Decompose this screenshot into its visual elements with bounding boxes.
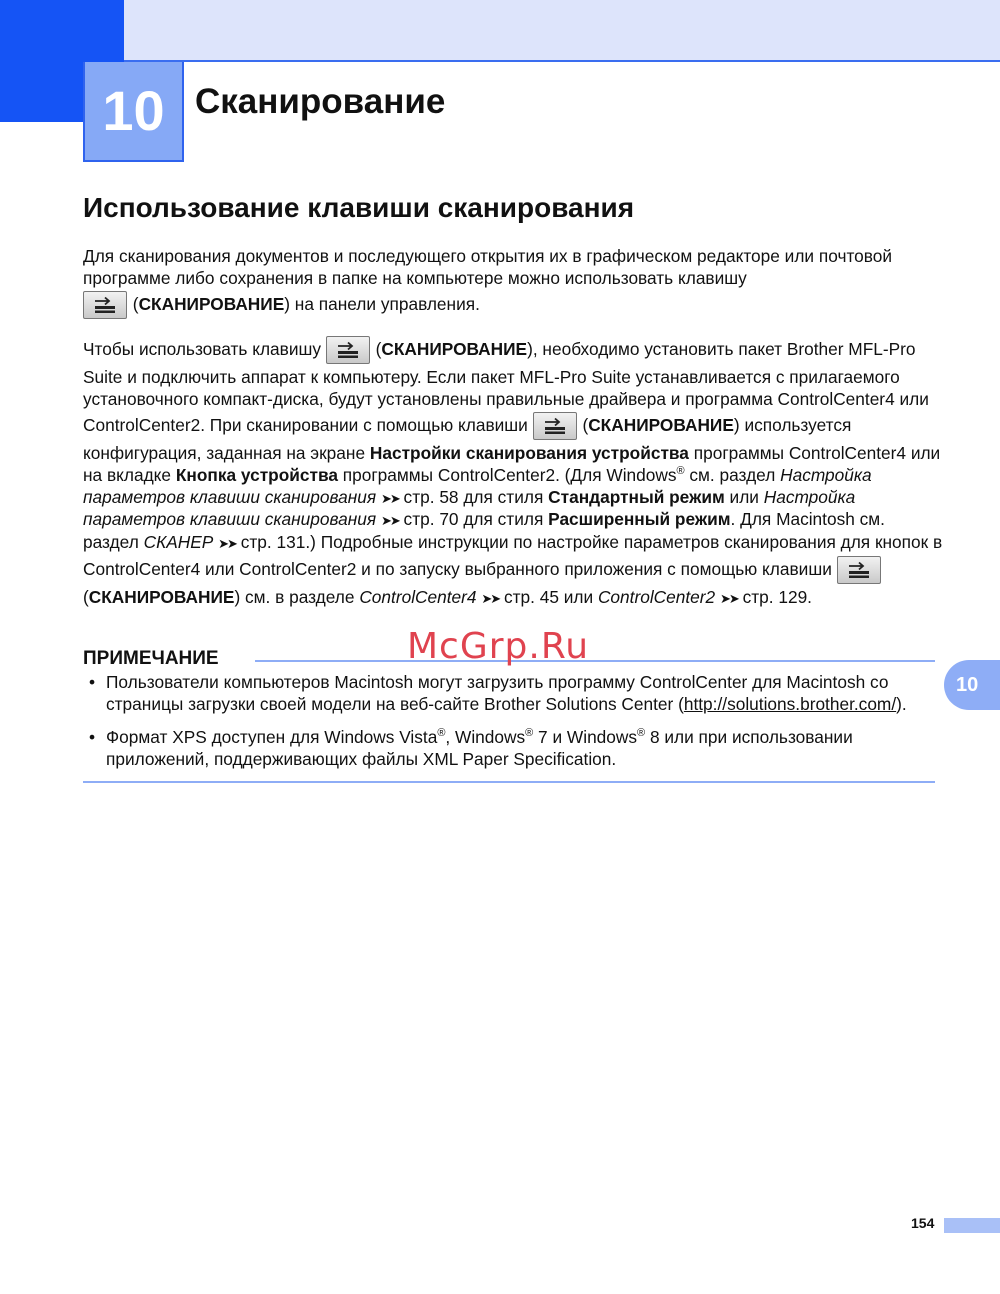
- chapter-number: 10: [83, 62, 184, 162]
- text-span: ), необходимо установить пакет Brother MFL-Pro Suite и подключить аппарат к компьютеру. Если пакет MFL-Pro Suite устанавливается с прилагаемого установочного компакт-диска, будут установлены правильные драйвера и программа ControlCenter4 или ControlCenter2. При сканировании с помощью клавиши: [83, 339, 929, 436]
- cross-reference: ControlCenter2: [597, 587, 716, 608]
- text-span: ).: [896, 693, 907, 714]
- arrow-icon: ➤➤: [218, 535, 236, 551]
- registered-mark: ®: [525, 727, 534, 740]
- text-span: см. раздел: [689, 464, 776, 485]
- text-span: Формат XPS доступен для Windows Vista: [106, 727, 438, 748]
- text-span: Пользователи компьютеров Macintosh могут загрузить программу ControlCenter для Macintosh со страницы загрузки своей модели на веб-сайте Brother Solutions Center (: [106, 672, 889, 714]
- text-span: или: [729, 486, 759, 507]
- bullet: •: [89, 727, 96, 748]
- text-span: ) используется конфигурация, заданная на экране: [83, 415, 852, 464]
- text-span: Для сканирования документов и последующего открытия их в графическом редакторе или почтовой программе либо сохранения в папке на компьютере можно использовать клавишу: [83, 246, 893, 288]
- bold-term: Настройки сканирования устройства: [369, 443, 689, 464]
- arrow-icon: ➤➤: [719, 591, 738, 607]
- text-span: стр. 58 для стиля: [403, 486, 544, 507]
- note-rule-top: [255, 660, 935, 662]
- note-rule-bottom: [83, 781, 935, 783]
- paragraph-2: Чтобы использовать клавишу (СКАНИРОВАНИЕ), необходимо установить пакет Brother MFL-Pro Suite и подключить аппарат к компьютеру. Если пакет MFL-Pro Suite устанавливается с прилагаемого установочного компакт-диска, будут установлены правильные драйвера и программа ControlCenter4 или ControlCenter2. При сканировании с помощью клавиши (СКАНИРОВАНИЕ) используется конфигурация, заданная на экране Настройки сканирования устройства программы ControlCenter4 или на вкладке Кнопка устройства программы ControlCenter2. (Для Windows® см. раздел Настройка параметров клавиши сканирования ➤➤ стр. 58 для стиля Стандартный режим или Настройка параметров клавиши сканирования ➤➤ стр. 70 для стиля Расширенный режим. Для Macintosh см. раздел СКАНЕР ➤➤ стр. 131.) Подробные инструкции по настройке параметров сканирования для кнопок в ControlCenter4 или ControlCenter2 и по запуску выбранного приложения с помощью клавиши (СКАНИРОВАНИЕ) см. в разделе ControlCenter4 ➤➤ стр. 45 или ControlCenter2 ➤➤ стр. 129.: [83, 334, 943, 610]
- list-item: [83, 727, 935, 770]
- bold-term: Кнопка устройства: [175, 464, 338, 485]
- note-block: [83, 648, 935, 782]
- cross-reference: Настройка параметров клавиши сканирования: [83, 486, 856, 530]
- cross-reference: Настройка параметров клавиши сканирования: [83, 464, 872, 507]
- section-title: Использование клавиши сканирования: [83, 192, 635, 223]
- page-number: 154: [911, 1215, 935, 1231]
- footer-bar: [944, 1218, 1000, 1233]
- scan-key-label: СКАНИРОВАНИЕ: [588, 415, 734, 436]
- scan-key-label: СКАНИРОВАНИЕ: [138, 294, 285, 315]
- cross-reference: ControlCenter4: [359, 587, 477, 608]
- text-span: . Для Macintosh см. раздел: [83, 509, 885, 552]
- text-span: программы ControlCenter2. (Для Windows: [342, 464, 677, 485]
- text-span: стр. 45 или: [503, 587, 594, 608]
- text-span: , Windows: [445, 727, 526, 748]
- chapter-side-tab[interactable]: 10: [944, 660, 1000, 710]
- arrow-icon: ➤➤: [481, 591, 500, 607]
- text-span: ) см. в разделе: [234, 587, 355, 608]
- list-item: [83, 672, 935, 715]
- text-span: ) на панели управления.: [284, 294, 480, 315]
- cross-reference: СКАНЕР: [143, 531, 214, 552]
- text-span: Чтобы использовать клавишу: [83, 339, 322, 360]
- text-span: 7 и Windows: [533, 727, 638, 748]
- registered-mark: ®: [437, 727, 446, 740]
- registered-mark: ®: [637, 727, 646, 740]
- watermark: McGrp.Ru: [407, 626, 590, 667]
- text-span: программы ControlCenter4 или на вкладке: [83, 443, 941, 485]
- text-span: стр. 131.) Подробные инструкции по настройке параметров сканирования для кнопок в ControlCenter4 или ControlCenter2 и по запуску выбранного приложения с помощью клавиши: [83, 531, 943, 580]
- bold-term: Расширенный режим: [548, 509, 731, 530]
- body-text: [83, 246, 943, 610]
- arrow-icon: ➤➤: [380, 513, 399, 529]
- scan-key-icon: [837, 556, 881, 584]
- note-list: [83, 672, 935, 770]
- scan-key-icon: [83, 291, 127, 319]
- header-band: [0, 0, 1000, 62]
- bullet: •: [89, 672, 96, 692]
- scan-key-icon: [533, 412, 577, 440]
- text-span: 8 или при использовании приложений, поддерживающих файлы XML Paper Specification.: [106, 727, 853, 769]
- paragraph-1: Для сканирования документов и последующего открытия их в графическом редакторе или почтовой программе либо сохранения в папке на компьютере можно использовать клавишу (СКАНИРОВАНИЕ) на панели управления.: [83, 246, 943, 322]
- header-rule: [124, 60, 1000, 62]
- text-span: стр. 70 для стиля: [403, 509, 544, 530]
- bold-term: Стандартный режим: [548, 486, 725, 507]
- note-heading-text: ПРИМЕЧАНИЕ: [83, 648, 219, 669]
- chapter-title: Сканирование: [195, 82, 446, 121]
- scan-key-label: СКАНИРОВАНИЕ: [381, 339, 528, 360]
- scan-key-label: СКАНИРОВАНИЕ: [88, 587, 235, 608]
- scan-key-icon: [326, 336, 370, 364]
- solutions-link[interactable]: http://solutions.brother.com/: [683, 693, 897, 714]
- arrow-icon: ➤➤: [380, 490, 399, 506]
- registered-mark: ®: [676, 465, 685, 478]
- text-span: стр. 129.: [742, 587, 812, 608]
